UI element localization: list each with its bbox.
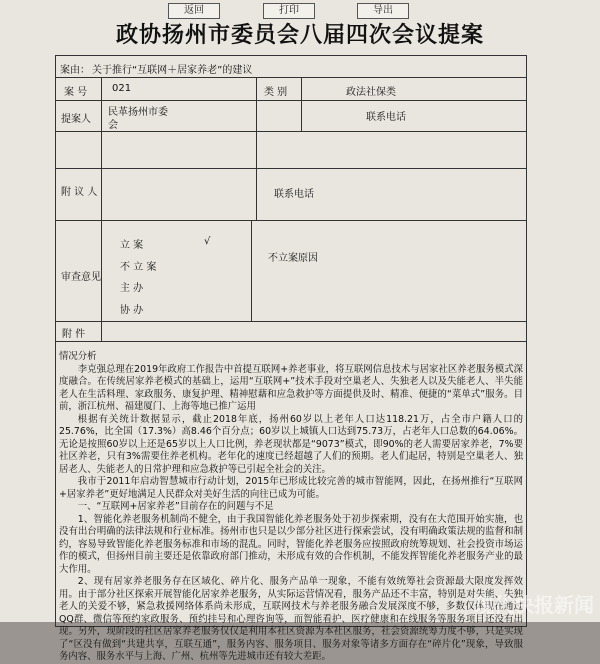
case-label: 案由：	[60, 65, 90, 76]
case-no-label: 案 号	[64, 87, 88, 98]
proposer-value-line2: 会	[108, 120, 118, 131]
review-assist-label: 协 办	[120, 305, 144, 316]
review-filed-label: 立 案	[120, 240, 144, 251]
analysis-subheading: 一、“互联网+居家养老”目前存在的问题与不足	[77, 501, 274, 512]
analysis-paragraph: 2、现有居家养老服务存在区域化、碎片化、服务产品单一现象，不能有效统筹社会资源最大限度发挥效用。由于部分社区探索开展智能化居家养老服务，从实际运营情况看，服务产品还不丰富，特别是对失能、失独老人的关爱不够，紧急救援网络体系尚未形成，互联网技术与养老服务融合发展深度不够，多数仅体现在通过QQ群、微信等预约家政服务、预约挂号和心理咨询等，而智能看护、医疗健康和在线服务等服务项目还没有出现。另外，现阶段的社区居家养老服务仅仅是利用本社区资源为本社区服务，社会资源统筹力度不够，只是实现了“区没有做到“共建共享，互联互通”，服务内容、服务项目、服务对象等诸多方面存在“碎片化”现象，导致服务内容、服务水平与上海、广州、杭州等先进城市还有较大差距。	[59, 576, 523, 662]
analysis-paragraph: 1、智能化养老服务机制尚不健全，由于我国智能化养老服务处于初步探索期，没有在大范围开始实施，也没有出台明确的法律法规和行业标准。扬州市也只是以少部分社区进行探索尝试，没有明确政策法规的监督和制约，容易导致智能化养老服务标准和市场的混乱。同时，智能化养老服务应按照政府统筹规划、社会投资市场运作的模式，但扬州目前主要还是依靠政府部门推动，未形成有效的合作机制，不能发挥智能化养老服务产业的最大作用。	[59, 513, 523, 575]
review-label: 审查意见	[61, 272, 101, 283]
watermark-logo: 现代快报新闻	[474, 593, 594, 617]
not-filed-reason-label: 不立案原因	[268, 253, 318, 264]
category-value: 政法社保类	[346, 87, 396, 98]
attachment-label: 附 件	[62, 329, 86, 340]
back-button[interactable]: 返回	[168, 3, 220, 19]
analysis-paragraph: 我市于2011年启动智慧城市行动计划，2015年已形成比较完善的城市智能网，因此，在扬州推行“互联网+居家养老”更好地满足人民群众对美好生活的向往已成为可能。	[59, 476, 523, 500]
contact-label: 联系电话	[366, 112, 406, 123]
analysis-section	[59, 351, 523, 664]
case-value: 关于推行“互联网＋居家养老”的建议	[92, 65, 253, 76]
analysis-heading: 情况分析	[59, 351, 97, 362]
toolbar	[0, 3, 600, 19]
case-no-value: 021	[112, 83, 132, 94]
proposer-label: 提案人	[61, 114, 91, 125]
cosigner-contact-label: 联系电话	[274, 189, 314, 200]
cosigner-label: 附 议 人	[61, 187, 98, 198]
category-label: 类 别	[264, 87, 288, 98]
export-button[interactable]: 导出	[357, 3, 409, 19]
review-host-label: 主 办	[120, 283, 144, 294]
page-title: 政协扬州市委员会八届四次会议提案	[115, 23, 484, 48]
check-mark-icon: √	[204, 236, 211, 247]
print-button[interactable]: 打印	[263, 3, 315, 19]
proposal-form	[55, 55, 527, 662]
review-not-filed-label: 不 立 案	[120, 262, 157, 273]
analysis-paragraph: 根据有关统计数据显示，截止2018年底，扬州60岁以上老年人口达118.21万，占全市户籍人口的25.76%，比全国（17.3%）高8.46个百分点；60岁以上城镇人口达到75.73万，占老年人口总数的64.06%。无论是按照60岁以上还是65岁以上人口比例，养老现状都是“9073”模式，即90%的老人需要居家养老，7%要社区养老，只有3%需要住养老机构。老年化的速度已经超越了人们的预期。老人们起居，特别是空巢老人、独居老人、失能老人的日常护理和应急救护等已引起全社会的关注。	[59, 413, 523, 475]
proposer-value-line1: 民革扬州市委	[108, 107, 168, 118]
analysis-paragraph: 李克强总理在2019年政府工作报告中首提互联网+养老事业，将互联网信息技术与居家社区养老服务模式深度融合。在传统居家养老模式的基础上，运用“互联网+”技术手段对空巢老人、失独老人以及失能老人、半失能老人在生活料理、家政服务、康复护理、精神慰藉和应急救护等方面提供及时、精准、便捷的“菜单式”服务。目前，浙江杭州、福建厦门、上海等地已推广运用	[59, 363, 523, 412]
